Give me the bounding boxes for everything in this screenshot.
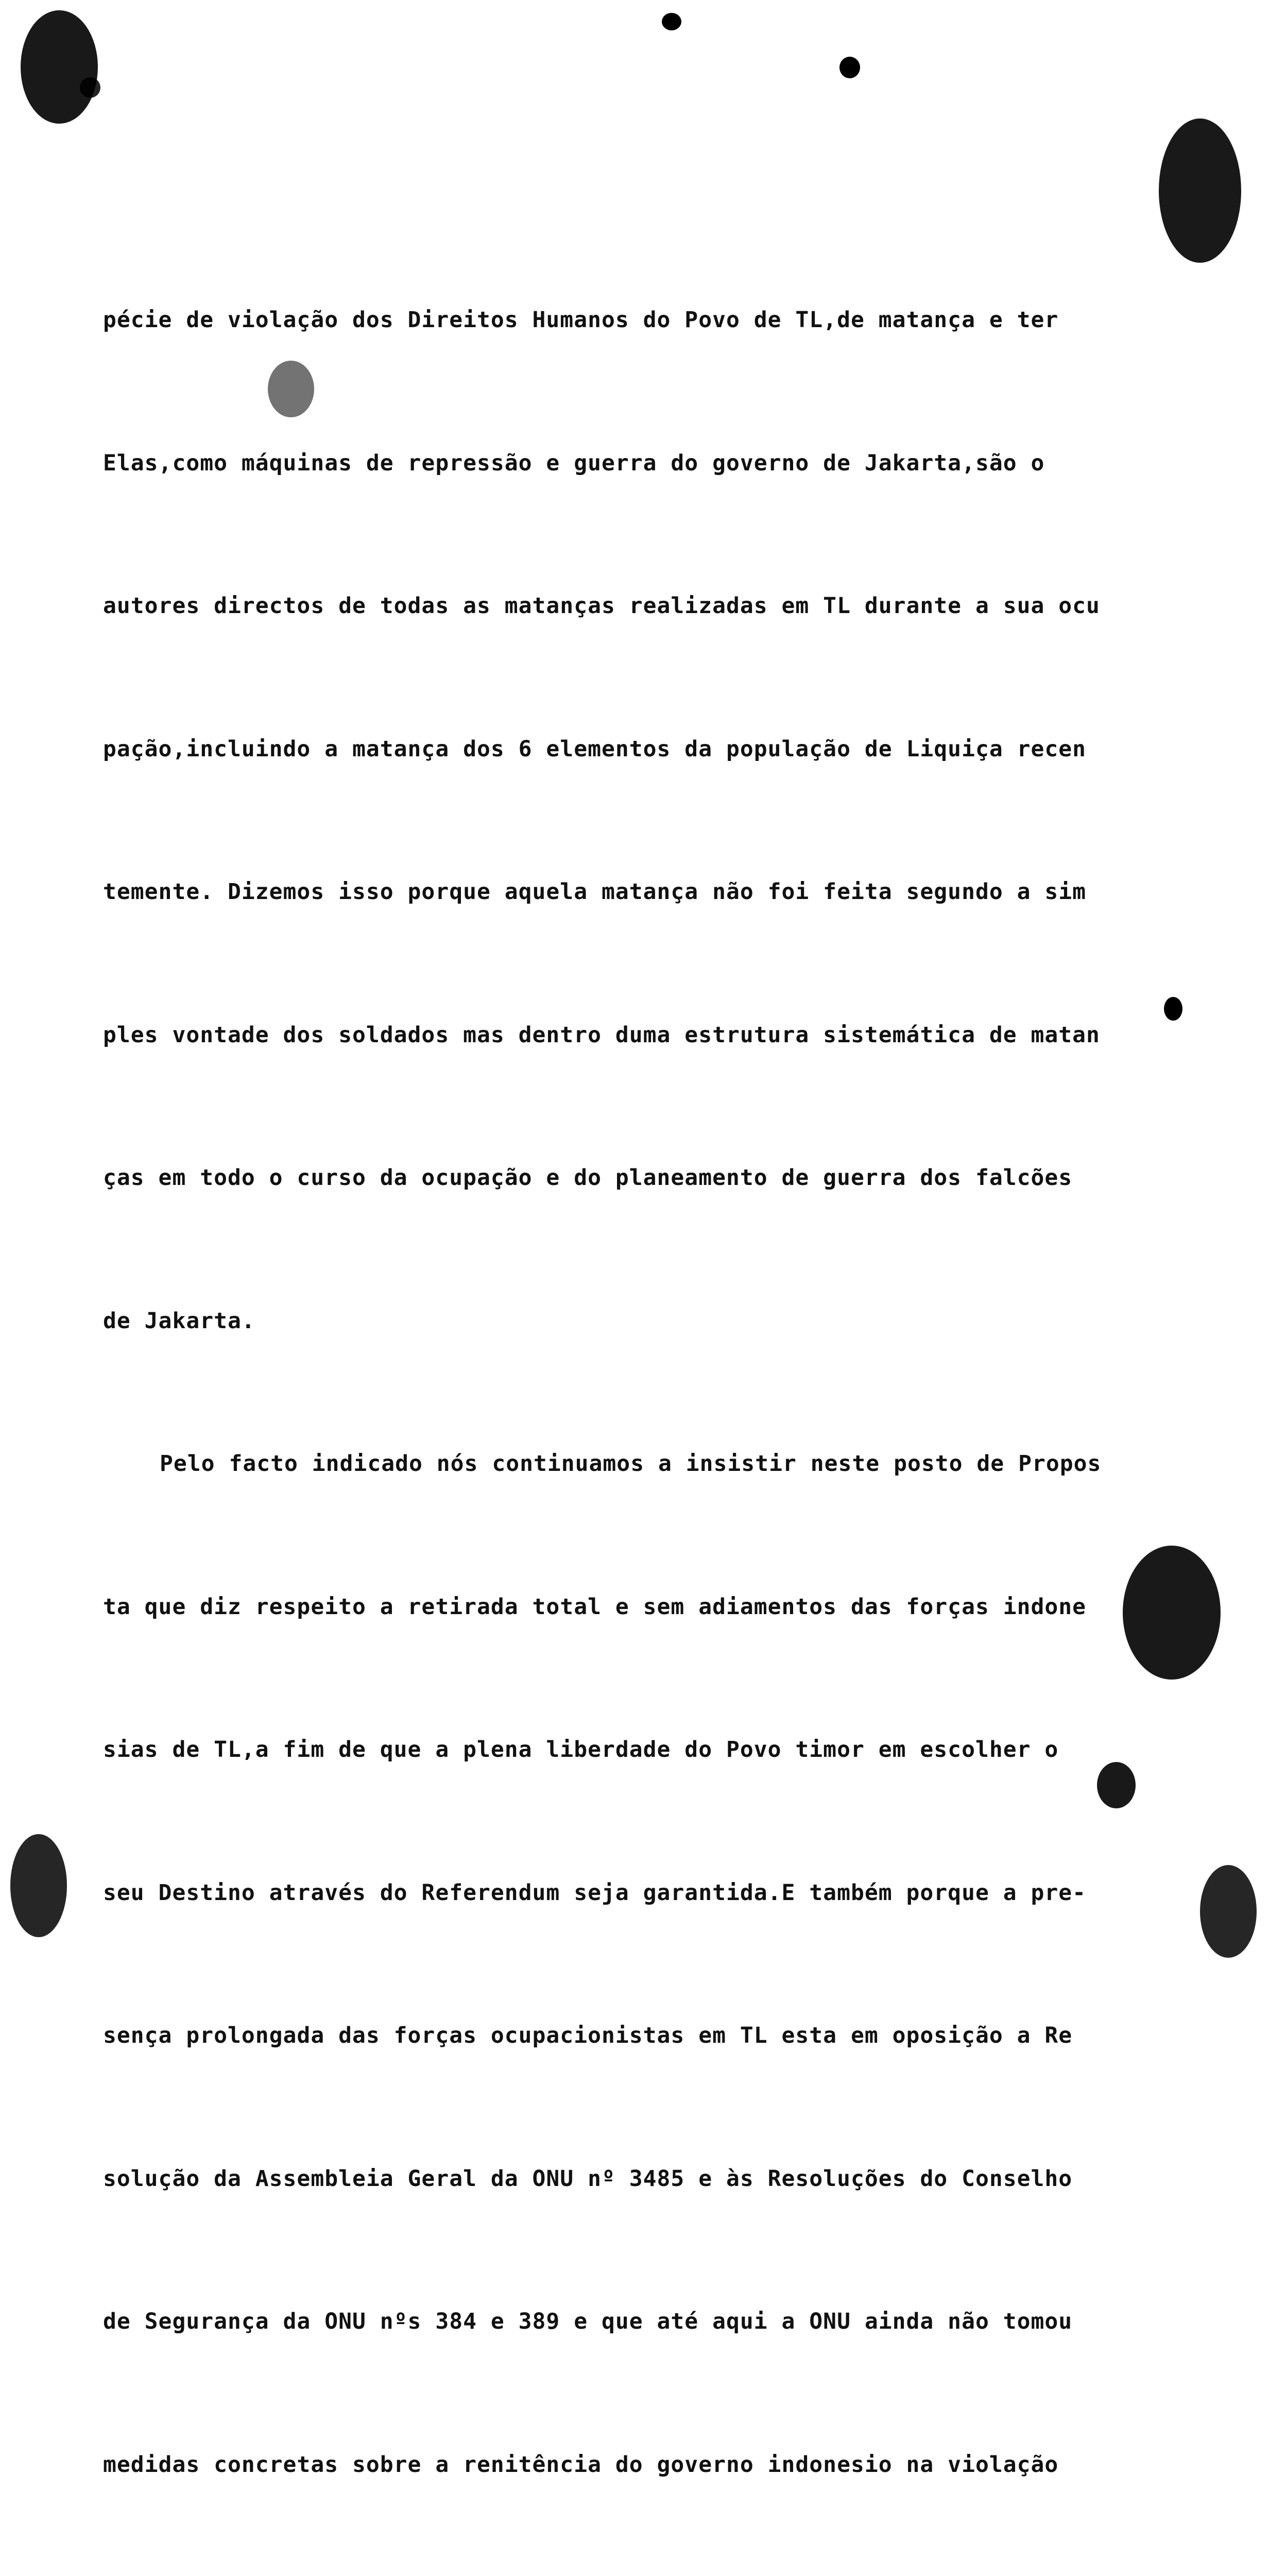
text-line-6: ples vontade dos soldados mas dentro duma estrutura sistemática de matan [103,1022,1100,1048]
ink-stain-bottom-right [1200,1865,1257,1958]
text-line-5: temente. Dizemos isso porque aquela matança não foi feita segundo a sim [103,879,1087,905]
text-line-15: de Segurança da ONU nºs 384 e 389 e que até aqui a ONU ainda não tomou [103,2309,1073,2334]
text-line-1: pécie de violação dos Direitos Humanos do Povo de TL,de matança e ter [103,307,1059,333]
text-line-9: Pelo facto indicado nós continuamos a insistir neste posto de Propos [160,1451,1102,1477]
typed-text-body [103,201,1195,2576]
ink-stain-bottom-left [10,1834,67,1937]
ink-stain-top-center-2 [839,57,860,78]
text-line-2: Elas,como máquinas de repressão e guerra do governo de Jakarta,são o [103,450,1045,476]
ink-stain-top-center [662,13,681,30]
text-line-12: seu Destino através do Referendum seja garantida.E também porque a pre- [103,1879,1087,1906]
text-line-14: solução da Assembleia Geral da ONU nº 3485 e às Resoluções do Conselho [103,2165,1073,2192]
text-line-3: autores directos de todas as matanças realizadas em TL durante a sua ocu [103,593,1100,619]
ink-stain-top-left-small [80,77,100,98]
text-line-11: sias de TL,a fim de que a plena liberdade do Povo timor em escolher o [103,1737,1059,1762]
text-line-8: de Jakarta. [103,1308,255,1334]
text-line-4: pação,incluindo a matança dos 6 elementos da população de Liquiça recen [103,736,1087,762]
text-line-10: ta que diz respeito a retirada total e sem adiamentos das forças indone [103,1594,1087,1620]
ink-stain-top-left [21,10,98,124]
text-line-13: sença prolongada das forças ocupacionistas em TL esta em oposição a Re [103,2023,1073,2048]
text-line-7: ças em todo o curso da ocupação e do planeamento de guerra dos falcões [103,1165,1073,1191]
text-line-16: medidas concretas sobre a renitência do governo indonesio na violação [103,2451,1059,2478]
